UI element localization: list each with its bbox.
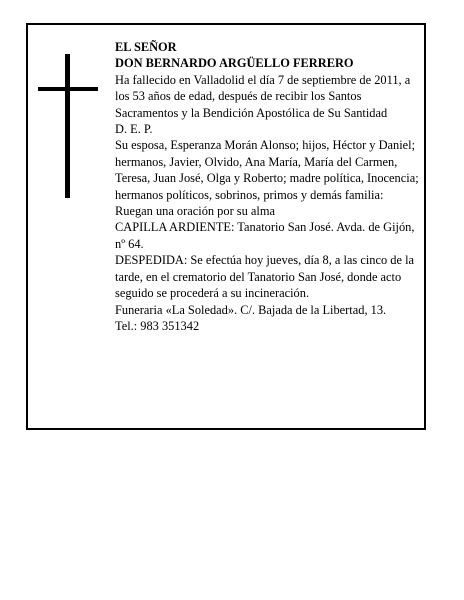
cross-horizontal-bar <box>38 87 98 91</box>
cross-vertical-bar <box>65 54 70 198</box>
rip-line: D. E. P. <box>115 122 153 137</box>
cross-icon <box>38 54 98 198</box>
farewell-info: DESPEDIDA: Se efectúa hoy jueves, día 8, a las cinco de la tarde, en el crematorio del Tanatorio San José, donde acto seguido se procederá a su incineración. <box>115 253 415 301</box>
family-list: Su esposa, Esperanza Morán Alonso; hijos, Héctor y Daniel; hermanos, Javier, Olvido, Ana María, María del Carmen, Teresa, Juan José, Olga y Roberto; madre política, Inocencia; hermanos políticos, sobrinos, primos y demás familia: <box>115 138 419 202</box>
death-notice: Ha fallecido en Valladolid el día 7 de septiembre de 2011, a los 53 años de edad, después de recibir los Santos Sacramentos y la Bendición Apostólica de Su Santidad <box>115 72 411 120</box>
obituary-notice <box>26 23 426 430</box>
funeral-home: Funeraria «La Soledad». C/. Bajada de la Libertad, 13. <box>115 302 387 317</box>
chapel-info: CAPILLA ARDIENTE: Tanatorio San José. Avda. de Gijón, nº 64. <box>115 220 415 251</box>
notice-text <box>115 39 425 334</box>
deceased-name: DON BERNARDO ARGÜELLO FERRERO <box>115 56 354 71</box>
notice-heading: EL SEÑOR <box>115 40 177 54</box>
prayer-request: Ruegan una oración por su alma <box>115 204 275 219</box>
phone-number: Tel.: 983 351342 <box>115 318 200 333</box>
